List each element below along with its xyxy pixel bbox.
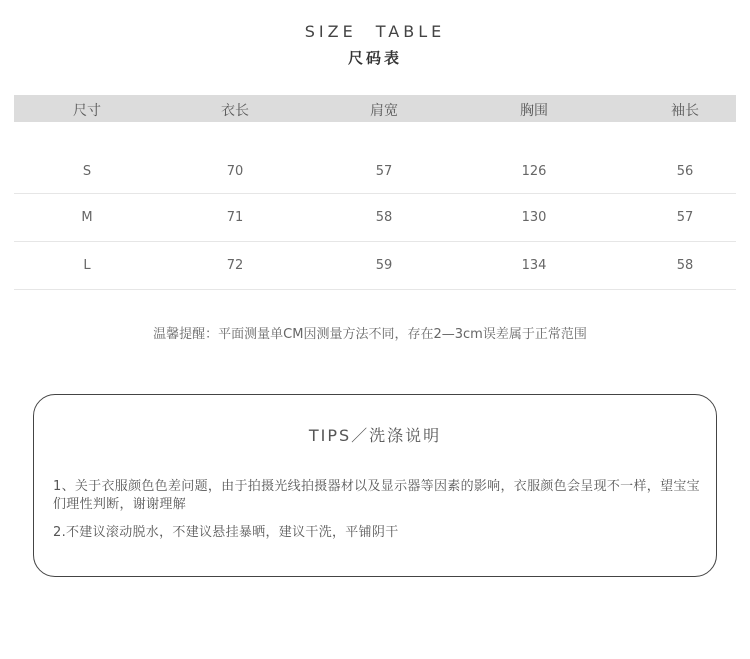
table-cell-sleeve: 58 <box>676 258 694 273</box>
table-cell-size: M <box>81 210 93 225</box>
column-header-shoulder: 肩宽 <box>370 103 398 119</box>
column-header-sleeve: 袖长 <box>671 103 699 119</box>
table-cell-size: S <box>82 164 92 179</box>
table-header-row <box>14 95 736 122</box>
table-cell-chest: 130 <box>521 210 547 225</box>
table-cell-length: 70 <box>226 164 244 179</box>
table-cell-chest: 126 <box>521 164 547 179</box>
table-cell-length: 72 <box>226 258 244 273</box>
column-header-size: 尺寸 <box>73 103 101 119</box>
size-table-title-en: SIZE TABLE <box>304 22 446 41</box>
column-header-length: 衣长 <box>221 103 249 119</box>
table-cell-length: 71 <box>226 210 244 225</box>
measurement-note: 温馨提醒：平面测量单CM因测量方法不同，存在2—3cm误差属于正常范围 <box>153 327 587 342</box>
table-cell-chest: 134 <box>521 258 547 273</box>
tips-item: 2.不建议滚动脱水，不建议悬挂暴晒，建议干洗，平铺阴干 <box>53 525 399 540</box>
size-table <box>14 95 736 290</box>
table-row <box>14 242 736 290</box>
table-cell-shoulder: 59 <box>375 258 393 273</box>
table-cell-shoulder: 57 <box>375 164 393 179</box>
table-cell-sleeve: 57 <box>676 210 694 225</box>
tips-box <box>33 394 717 577</box>
table-row <box>14 194 736 242</box>
column-header-chest: 胸围 <box>520 103 548 119</box>
table-cell-size: L <box>83 258 91 273</box>
table-row <box>14 122 736 194</box>
tips-title: TIPS／洗涤说明 <box>308 426 442 445</box>
table-cell-shoulder: 58 <box>375 210 393 225</box>
tips-item: 1、关于衣服颜色色差问题，由于拍摄光线拍摄器材以及显示器等因素的影响，衣服颜色会呈现不一样，望宝宝们理性判断，谢谢理解 <box>53 479 700 512</box>
size-table-title-zh: 尺码表 <box>347 49 402 67</box>
table-cell-sleeve: 56 <box>676 164 694 179</box>
